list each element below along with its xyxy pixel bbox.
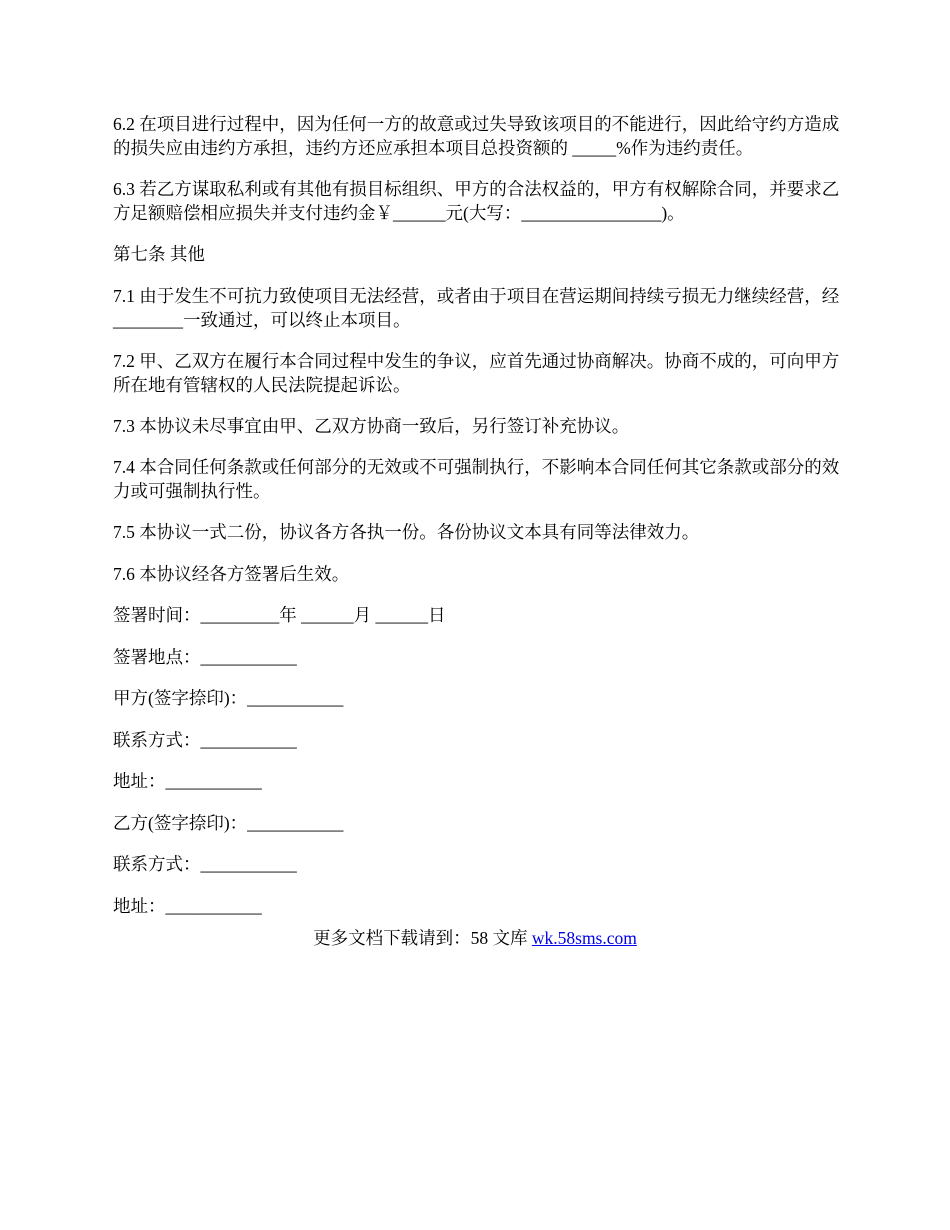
party-b-signature: 乙方(签字捺印)：___________ [113,812,344,833]
party-b-address: 地址：___________ [113,895,262,916]
clause-7-2: 7.2 甲、乙双方在履行本合同过程中发生的争议，应首先通过协商解决。协商不成的，可向甲方所在地有管辖权的人民法院提起诉讼。 [113,350,840,395]
party-a-contact: 联系方式：___________ [113,729,297,750]
document-body [113,112,843,935]
footer-prefix: 更多文档下载请到：58 文库 [313,928,532,948]
clause-7-4: 7.4 本合同任何条款或任何部分的无效或不可强制执行，不影响本合同任何其它条款或部分的效力或可强制执行性。 [113,457,840,501]
clause-6-3: 6.3 若乙方谋取私利或有其他有损目标组织、甲方的合法权益的，甲方有权解除合同，并要求乙方足额赔偿相应损失并支付违约金￥______元(大写：________________)。 [113,179,840,223]
signing-place: 签署地点：___________ [113,646,297,667]
signing-date: 签署时间：_________年 ______月 ______日 [113,605,446,625]
article-7-heading: 第七条 其他 [113,244,205,264]
clause-7-5: 7.5 本协议一式二份，协议各方各执一份。各份协议文本具有同等法律效力。 [113,522,700,542]
clause-7-1: 7.1 由于发生不可抗力致使项目无法经营，或者由于项目在营运期间持续亏损无力继续经营，经________一致通过，可以终止本项目。 [113,285,840,330]
clause-7-6: 7.6 本协议经各方签署后生效。 [113,563,350,584]
party-b-contact: 联系方式：___________ [113,854,297,874]
footer-line [0,926,950,950]
clause-6-2: 6.2 在项目进行过程中，因为任何一方的故意或过失导致该项目的不能进行，因此给守约方造成的损失应由违约方承担，违约方还应承担本项目总投资额的 _____%作为违约责任。 [113,114,840,158]
clause-7-3: 7.3 本协议未尽事宜由甲、乙双方协商一致后，另行签订补充协议。 [113,415,630,436]
footer-link[interactable]: wk.58sms.com [531,928,637,948]
party-a-signature: 甲方(签字捺印)：___________ [113,688,344,708]
party-a-address: 地址：___________ [113,771,262,791]
